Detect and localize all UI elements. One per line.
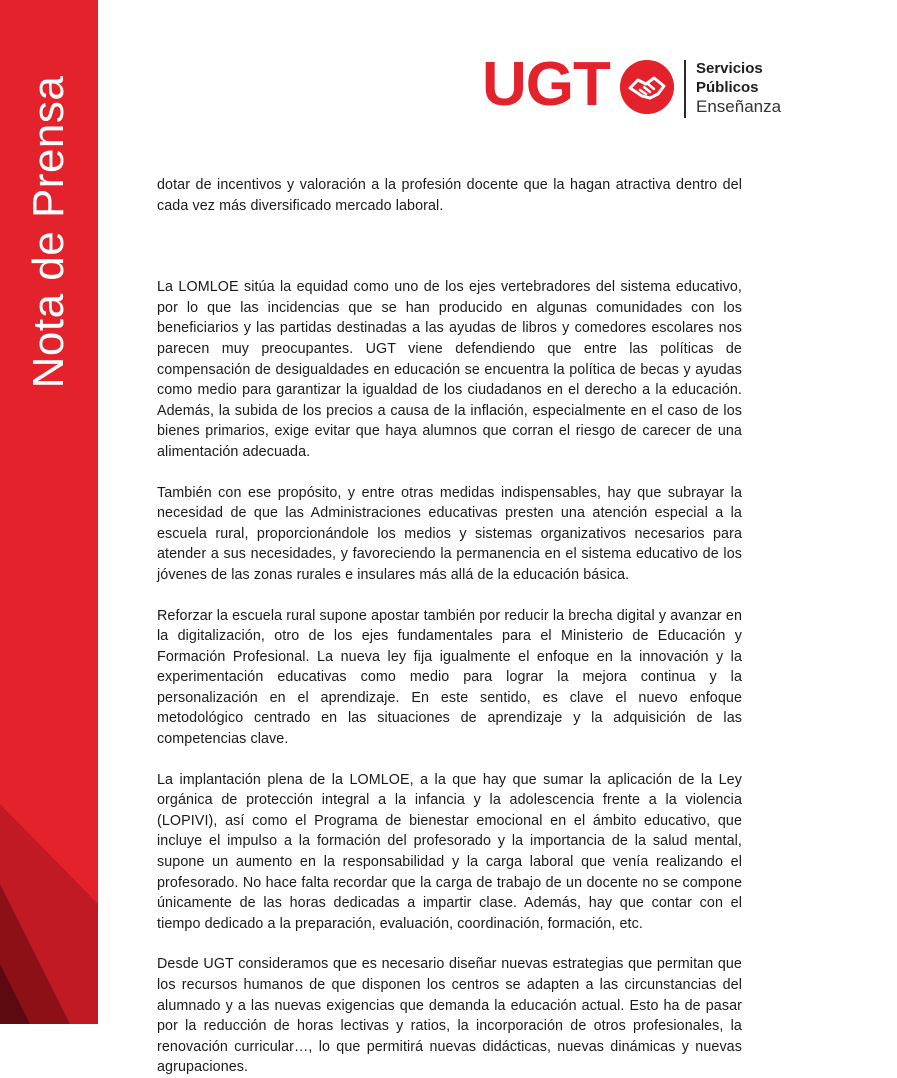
paragraph-digitalizacion: Reforzar la escuela rural supone apostar también por reducir la brecha digital y avanzar en la digitalización, otro de los ejes fundamentales para el Ministerio de Educación y Formación Profesional. La nueva ley fija igualmente el enfoque en la innovación y la experimentación educativas como medio para lograr la mejora continua y la personalización en el aprendizaje. En este sentido, es clave el nuevo enfoque metodológico centrado en las situaciones de aprendizaje y la adquisición de las competencias clave. xyxy=(157,607,742,748)
logo-brand-text: UGT xyxy=(482,50,610,119)
logo-line-ensenanza: Enseñanza xyxy=(696,97,782,116)
paragraph-equidad: La LOMLOE sitúa la equidad como uno de los ejes vertebradores del sistema educativo, por lo que las incidencias que se han producido en algunas comunidades con los beneficiarios y las partidas destinadas a las ayudas de libros y comedores escolares nos parecen muy preocupantes. UGT viene defendiendo que entre las políticas de compensación de desigualdades en educación se encuentra la política de becas y ayudas como medio para garantizar la igualdad de los ciudadanos en el derecho a la educación. Además, la subida de los precios a causa de la inflación, especialmente en el caso de los bienes primarios, exige evitar que haya alumnos que corran el riesgo de carecer de una alimentación adecuada. xyxy=(157,279,742,460)
paragraph-lomloe-carga: La implantación plena de la LOMLOE, a la que hay que sumar la aplicación de la Ley orgánica de protección integral a la infancia y la adolescencia frente a la violencia (LOPIVI), así como el Programa de bienestar emocional en el ámbito educativo, que incluye el impulso a la formación del profesorado y la importancia de la salud mental, supone un aumento en la responsabilidad y la carga laboral que venía realizando el profesorado. No hace falta recordar que la carga de trabajo de un docente no se compone únicamente de las horas dedicadas a impartir clase. Además, hay que contar con el tiempo dedicado a la preparación, evaluación, coordinación, formación, etc. xyxy=(157,771,742,932)
sidebar-band xyxy=(0,0,98,1024)
paragraph-intro-continuation: dotar de incentivos y valoración a la profesión docente que la hagan atractiva dentro del cada vez más diversificado mercado laboral. xyxy=(157,177,742,214)
logo-line-publicos: Públicos xyxy=(696,79,759,96)
sidebar-decoration xyxy=(0,764,98,1024)
press-release-body xyxy=(157,175,742,1078)
logo-line-servicios: Servicios xyxy=(696,60,763,77)
paragraph-estrategias: Desde UGT consideramos que es necesario diseñar nuevas estrategias que permitan que los recursos humanos de que disponen los centros se adapten a las circunstancias del alumnado y a las nuevas exigencias que demanda la educación actual. Esto ha de pasar por la reducción de horas lectivas y ratios, la incorporación de otros profesionales, la renovación curricular…, lo que permitirá nuevas didácticas, nuevas dinámicas y nuevas agrupaciones. xyxy=(157,956,742,1076)
sidebar-title: Nota de Prensa xyxy=(24,75,73,389)
handshake-icon xyxy=(620,60,674,114)
paragraph-escuela-rural: También con ese propósito, y entre otras medidas indispensables, hay que subrayar la necesidad de que las Administraciones educativas presten una atención especial a la escuela rural, proporcionándole los medios y sistemas organizativos necesarios para atender a sus necesidades, y favoreciendo la permanencia en el sistema educativo de los jóvenes de las zonas rurales e insulares más allá de la educación básica. xyxy=(157,484,742,583)
logo-divider xyxy=(684,60,686,118)
